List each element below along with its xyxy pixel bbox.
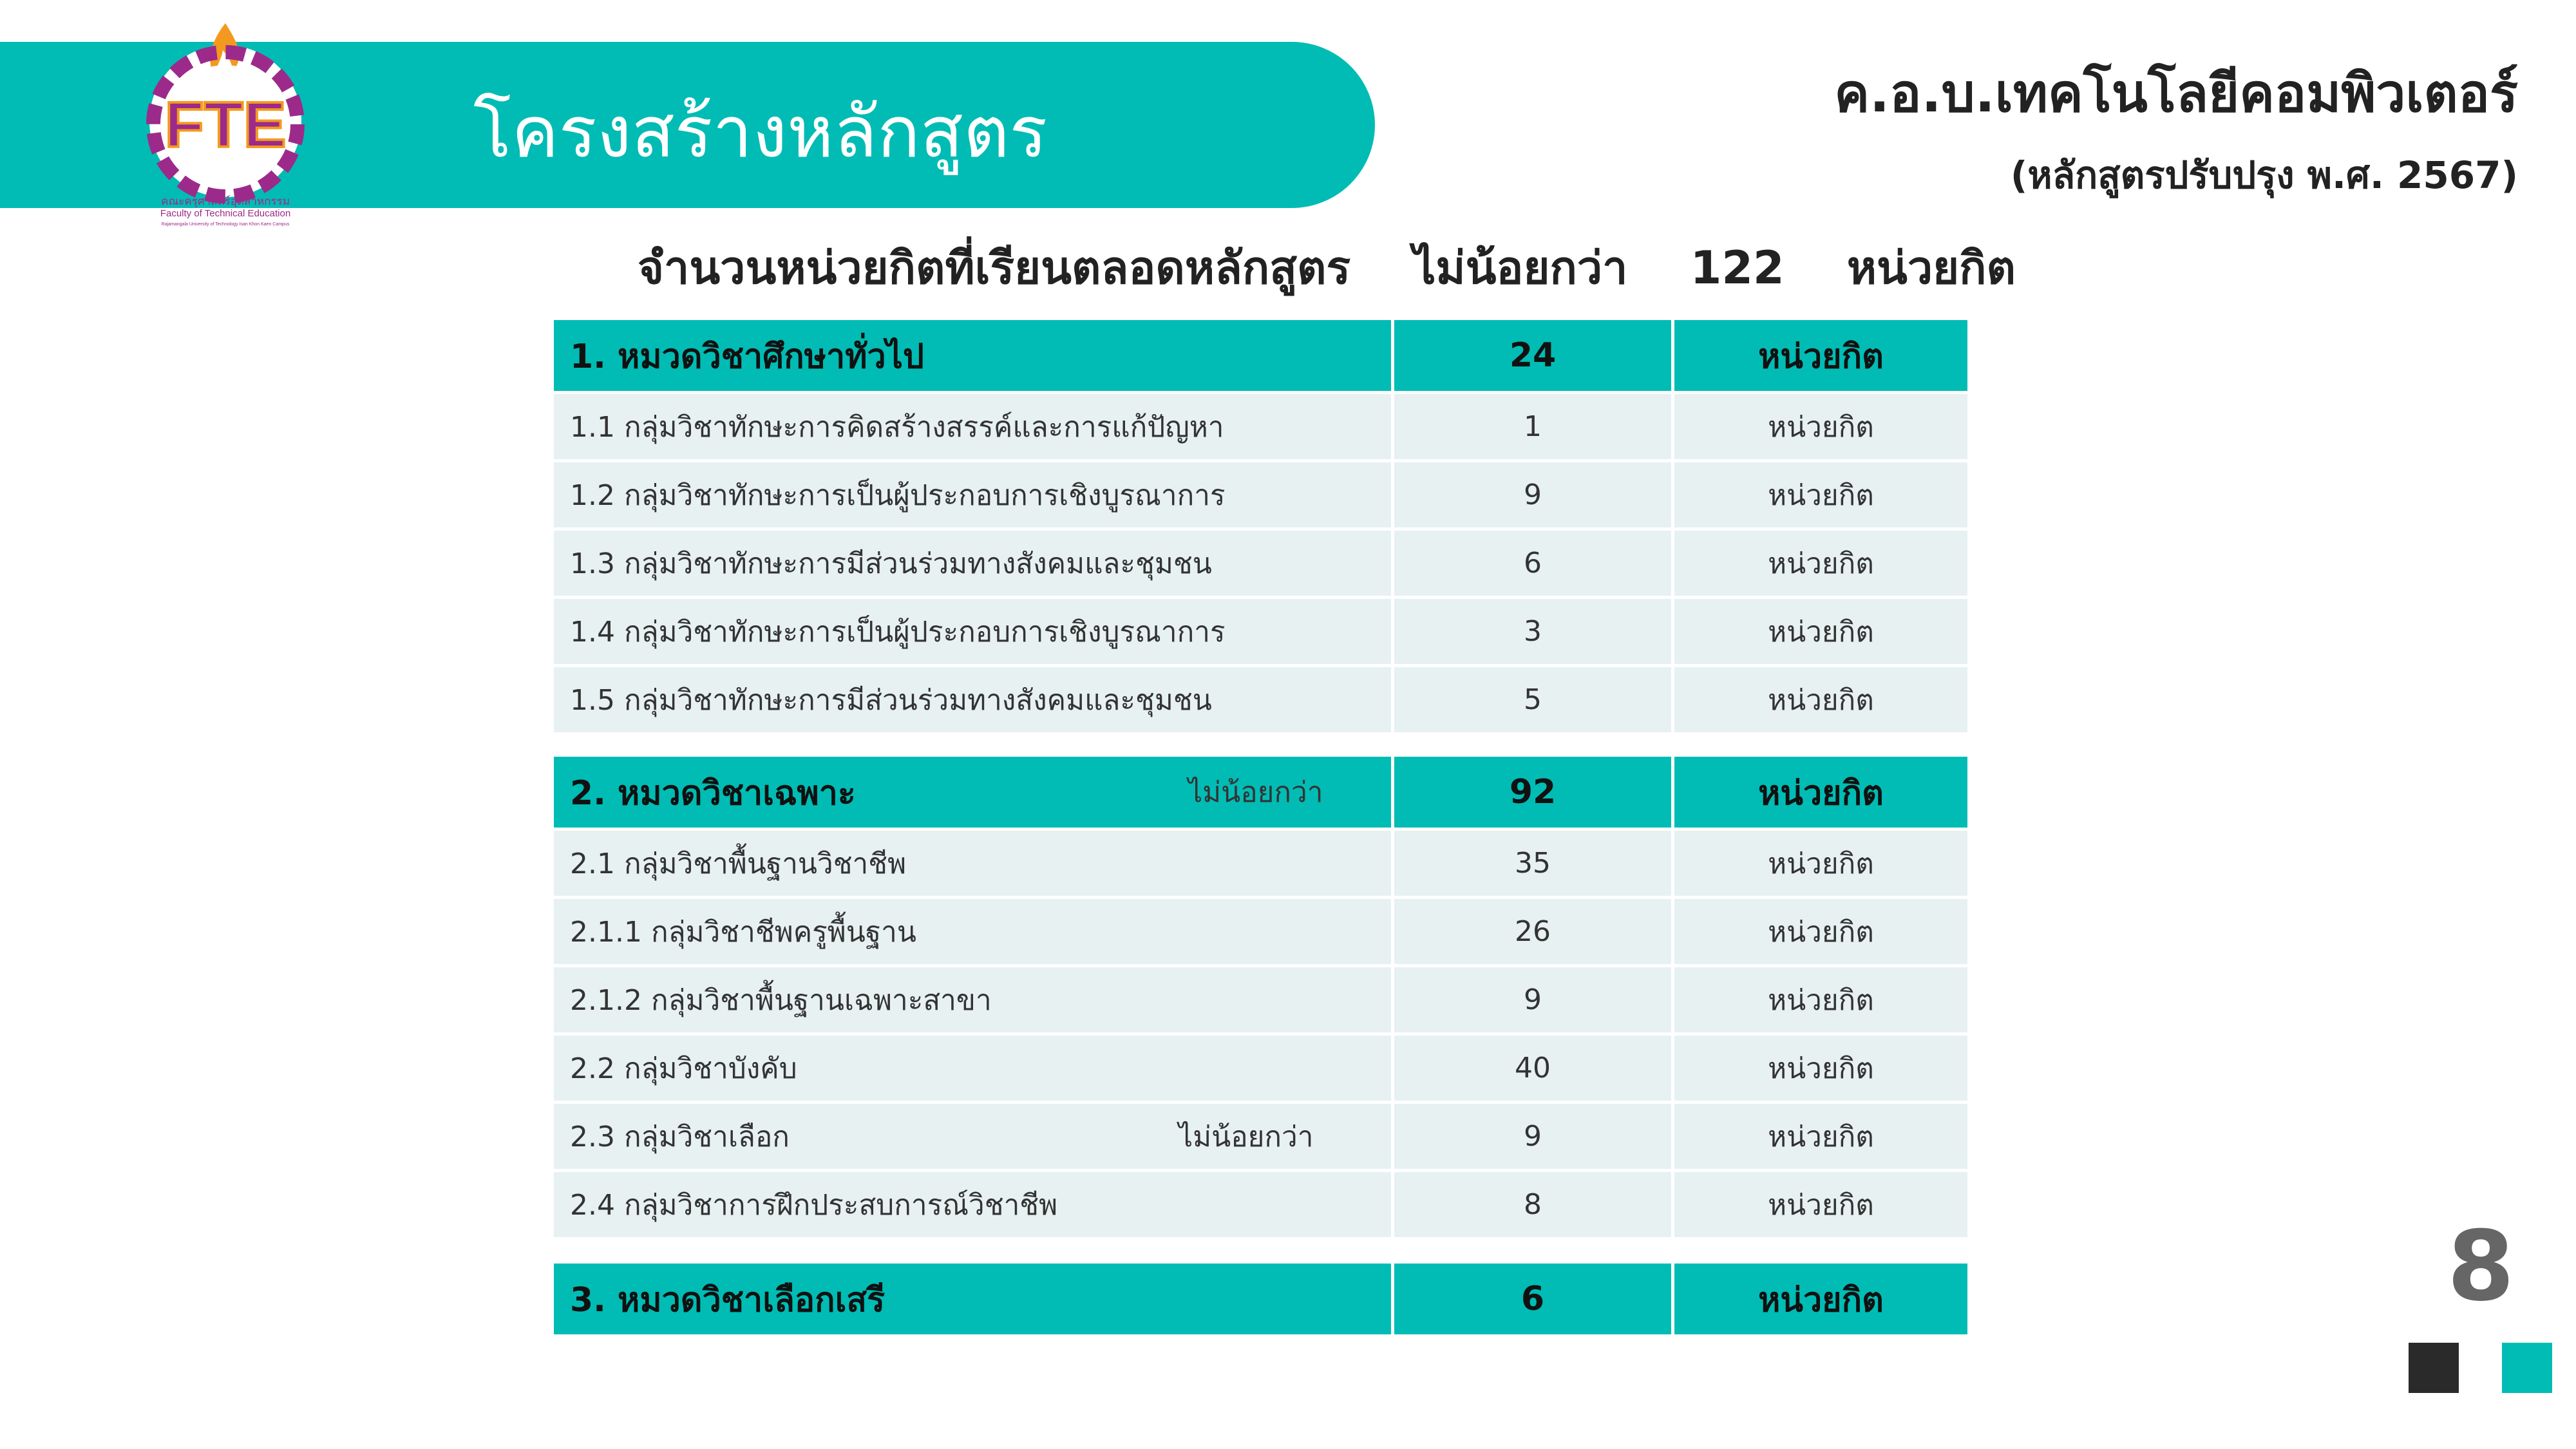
row-label: 1.2 กลุ่มวิชาทักษะการเป็นผู้ประกอบการเชิงบูรณาการ — [554, 462, 1391, 527]
row-value: 40 — [1394, 1036, 1671, 1101]
total-credits-value: 122 — [1690, 242, 1785, 294]
row-label: 1.1 กลุ่มวิชาทักษะการคิดสร้างสรรค์และการแก้ปัญหา — [554, 394, 1391, 459]
row-value: 9 — [1394, 1104, 1671, 1169]
decor-square-dark — [2409, 1343, 2459, 1393]
section2-value: 92 — [1394, 757, 1671, 828]
row-qualifier: ไม่น้อยกว่า — [1179, 1120, 1314, 1153]
table-row — [554, 462, 1967, 527]
section2-label-cell — [554, 757, 1391, 828]
row-value: 3 — [1394, 599, 1671, 664]
table-row — [554, 831, 1967, 896]
row-value: 5 — [1394, 667, 1671, 732]
section3-table — [551, 1260, 1971, 1338]
program-name: ค.อ.บ.เทคโนโลยีคอมพิวเตอร์ — [1834, 63, 2518, 124]
row-unit: หน่วยกิต — [1674, 462, 1967, 527]
row-value: 35 — [1394, 831, 1671, 896]
row-value: 9 — [1394, 967, 1671, 1032]
total-credits-qualifier: ไม่น้อยกว่า — [1413, 242, 1628, 294]
row-label: 1.3 กลุ่มวิชาทักษะการมีส่วนร่วมทางสังคมและชุมชน — [554, 531, 1391, 596]
row-label-cell — [554, 1104, 1391, 1169]
section1-value: 24 — [1394, 320, 1671, 391]
section2-label: 2. หมวดวิชาเฉพาะ — [570, 773, 856, 813]
section3-label: 3. หมวดวิชาเลือกเสรี — [554, 1264, 1391, 1334]
row-label: 2.4 กลุ่มวิชาการฝึกประสบการณ์วิชาชีพ — [554, 1172, 1391, 1237]
row-unit: หน่วยกิต — [1674, 667, 1967, 732]
section3-header-row — [554, 1264, 1967, 1334]
row-label: 2.1 กลุ่มวิชาพื้นฐานวิชาชีพ — [554, 831, 1391, 896]
row-unit: หน่วยกิต — [1674, 1172, 1967, 1237]
row-value: 1 — [1394, 394, 1671, 459]
table-row — [554, 899, 1967, 964]
section1-unit: หน่วยกิต — [1674, 320, 1967, 391]
table-row — [554, 531, 1967, 596]
row-unit: หน่วยกิต — [1674, 1036, 1967, 1101]
row-unit: หน่วยกิต — [1674, 394, 1967, 459]
svg-text:Faculty of Technical Education: Faculty of Technical Education — [160, 208, 291, 219]
row-value: 8 — [1394, 1172, 1671, 1237]
page-number: 8 — [2447, 1211, 2515, 1323]
total-credits-unit: หน่วยกิต — [1846, 242, 2016, 294]
section3-value: 6 — [1394, 1264, 1671, 1334]
page-title: โครงสร้างหลักสูตร — [473, 91, 1048, 173]
row-value: 9 — [1394, 462, 1671, 527]
svg-text:FTE: FTE — [164, 89, 287, 161]
row-value: 26 — [1394, 899, 1671, 964]
fte-logo-icon — [129, 18, 316, 231]
decor-square-teal — [2502, 1343, 2552, 1393]
section1-table — [551, 317, 1971, 735]
row-label: 1.4 กลุ่มวิชาทักษะการเป็นผู้ประกอบการเชิงบูรณาการ — [554, 599, 1391, 664]
fte-logo — [129, 18, 316, 231]
program-subtitle: (หลักสูตรปรับปรุง พ.ศ. 2567) — [2010, 153, 2518, 197]
table-row — [554, 394, 1967, 459]
section3-unit: หน่วยกิต — [1674, 1264, 1967, 1334]
section2-table — [551, 753, 1971, 1240]
total-credits-line — [638, 232, 2016, 303]
row-label: 2.1.2 กลุ่มวิชาพื้นฐานเฉพาะสาขา — [554, 967, 1391, 1032]
table-row — [554, 1036, 1967, 1101]
table-row — [554, 1172, 1967, 1237]
row-unit: หน่วยกิต — [1674, 1104, 1967, 1169]
row-unit: หน่วยกิต — [1674, 967, 1967, 1032]
row-unit: หน่วยกิต — [1674, 599, 1967, 664]
row-label: 2.2 กลุ่มวิชาบังคับ — [554, 1036, 1391, 1101]
row-unit: หน่วยกิต — [1674, 531, 1967, 596]
section2-unit: หน่วยกิต — [1674, 757, 1967, 828]
table-row — [554, 1104, 1967, 1169]
table-row — [554, 967, 1967, 1032]
table-row — [554, 599, 1967, 664]
table-row — [554, 667, 1967, 732]
row-label: 2.3 กลุ่มวิชาเลือก — [570, 1120, 790, 1153]
svg-text:คณะครุศาสตร์อุตสาหกรรม: คณะครุศาสตร์อุตสาหกรรม — [161, 195, 290, 207]
section2-qualifier: ไม่น้อยกว่า — [1188, 776, 1323, 809]
row-unit: หน่วยกิต — [1674, 899, 1967, 964]
section1-header-row — [554, 320, 1967, 391]
section2-header-row — [554, 757, 1967, 828]
row-value: 6 — [1394, 531, 1671, 596]
row-label: 1.5 กลุ่มวิชาทักษะการมีส่วนร่วมทางสังคมและชุมชน — [554, 667, 1391, 732]
row-unit: หน่วยกิต — [1674, 831, 1967, 896]
svg-text:Rajamangala University of Tech: Rajamangala University of Technology Isan Khon Kaen Campus — [161, 222, 290, 227]
total-credits-label: จำนวนหน่วยกิตที่เรียนตลอดหลักสูตร — [638, 242, 1351, 294]
section1-label: 1. หมวดวิชาศึกษาทั่วไป — [554, 320, 1391, 391]
row-label: 2.1.1 กลุ่มวิชาชีพครูพื้นฐาน — [554, 899, 1391, 964]
